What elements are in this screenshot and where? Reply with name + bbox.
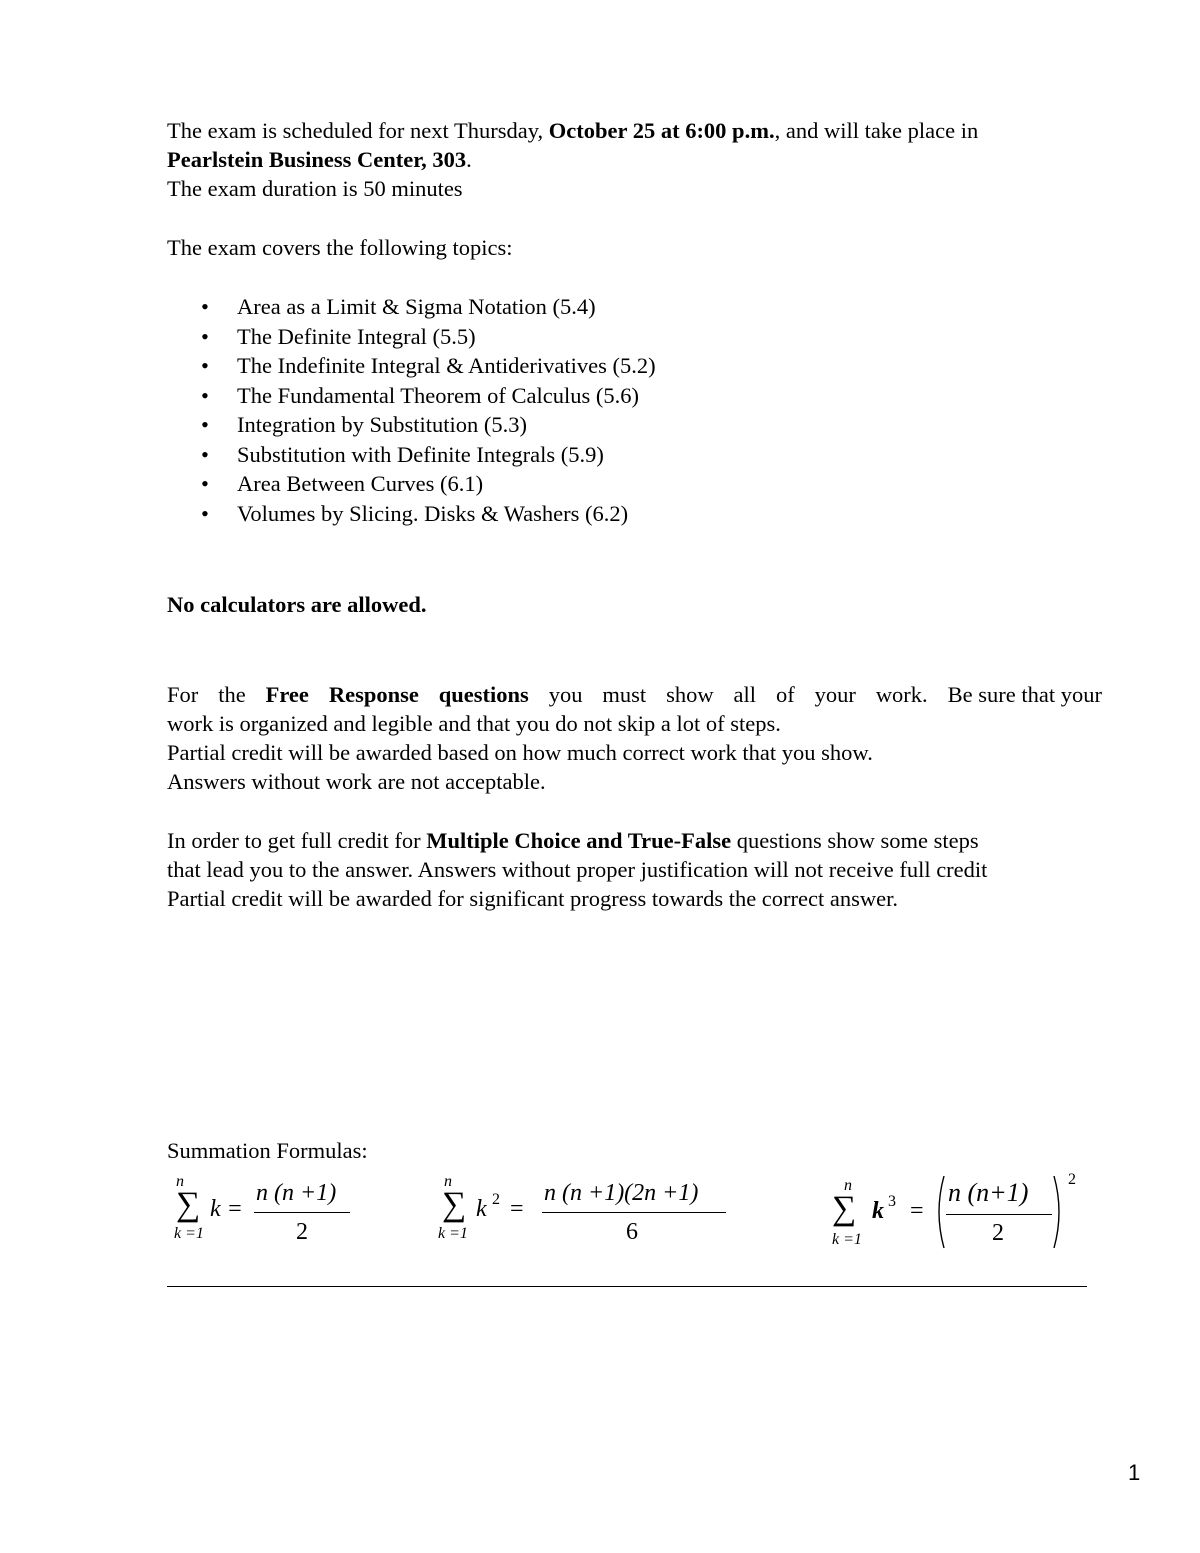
exam-duration: The exam duration is 50 minutes <box>167 176 463 201</box>
sigma-upper-limit: n <box>844 1177 852 1194</box>
equals-sign: = <box>910 1198 924 1224</box>
word: must <box>602 682 647 707</box>
fraction-numerator: n (n +1)(2n +1) <box>544 1180 699 1206</box>
formula-term: k <box>872 1198 884 1224</box>
sigma-symbol: ∑ <box>442 1186 467 1223</box>
exam-schedule-paragraph <box>167 116 1102 203</box>
list-item: • Area Between Curves (6.1) <box>167 469 656 499</box>
list-item: • Area as a Limit & Sigma Notation (5.4) <box>167 292 656 322</box>
exponent: 2 <box>492 1191 500 1208</box>
topics-list <box>167 292 656 528</box>
exponent: 3 <box>888 1193 896 1210</box>
fraction-denominator: 6 <box>626 1219 638 1245</box>
free-response-line-4: Answers without work are not acceptable. <box>167 769 546 794</box>
free-response-paragraph <box>167 680 1102 796</box>
page-number: 1 <box>1128 1460 1141 1485</box>
mc-bold: Multiple Choice and True-False <box>426 828 732 853</box>
sigma-upper-limit: n <box>444 1173 452 1190</box>
fraction-numerator: n (n+1) <box>948 1178 1029 1207</box>
free-response-line-1 <box>167 680 1102 709</box>
word: work. <box>875 682 928 707</box>
schedule-text-suffix: , and will take place in <box>774 118 979 143</box>
list-item: • The Fundamental Theorem of Calculus (5.6) <box>167 381 656 411</box>
summation-formula-k <box>170 1172 370 1252</box>
multiple-choice-line-1 <box>167 826 1102 855</box>
location-period: . <box>466 147 472 172</box>
equals-sign: = <box>510 1196 524 1222</box>
horizontal-divider <box>167 1286 1087 1287</box>
summation-heading: Summation Formulas: <box>167 1138 368 1163</box>
fraction-denominator: 2 <box>296 1219 308 1245</box>
topics-heading: The exam covers the following topics: <box>167 235 513 260</box>
word: of <box>775 682 795 707</box>
multiple-choice-paragraph <box>167 826 1102 913</box>
list-item: • Volumes by Slicing. Disks & Washers (6.2) <box>167 499 656 529</box>
sigma-symbol: ∑ <box>176 1186 201 1223</box>
free-response-line-3: Partial credit will be awarded based on how much correct work that you show. <box>167 740 873 765</box>
summation-formula-k-squared <box>436 1172 736 1252</box>
list-item: • The Indefinite Integral & Antiderivatives (5.2) <box>167 351 656 381</box>
word: all <box>733 682 757 707</box>
fraction-numerator: n (n +1) <box>256 1180 337 1206</box>
schedule-text: The exam is scheduled for next Thursday, <box>167 118 549 143</box>
word: show <box>666 682 714 707</box>
list-item: • Integration by Substitution (5.3) <box>167 410 656 440</box>
word: the <box>218 682 246 707</box>
exam-datetime: October 25 at 6:00 p.m. <box>548 118 775 143</box>
list-item: • Substitution with Definite Integrals (5.9) <box>167 440 656 470</box>
left-paren-icon <box>932 1174 946 1250</box>
formula-term: k = <box>210 1196 243 1222</box>
right-paren-icon <box>1052 1174 1066 1250</box>
exam-location: Pearlstein Business Center, 303 <box>167 147 467 172</box>
word: your <box>814 682 856 707</box>
line-tail: Be sure that your <box>947 682 1102 707</box>
summation-formula-k-cubed <box>830 1172 1090 1256</box>
multiple-choice-line-2: that lead you to the answer. Answers without proper justification will not receive full credit <box>167 857 988 882</box>
formula-term: k <box>476 1196 487 1222</box>
fraction-bar <box>946 1214 1052 1215</box>
fraction-denominator: 2 <box>992 1220 1004 1246</box>
bold-word: questions <box>438 682 529 707</box>
word: For <box>167 682 199 707</box>
sigma-symbol: ∑ <box>832 1190 857 1227</box>
sigma-lower-limit: k =1 <box>438 1225 468 1242</box>
fraction-bar <box>254 1212 350 1213</box>
free-response-line-2: work is organized and legible and that you do not skip a lot of steps. <box>167 711 781 736</box>
bold-word: Response <box>328 682 419 707</box>
mc-suffix: questions show some steps <box>731 828 979 853</box>
outer-exponent: 2 <box>1068 1171 1076 1188</box>
sigma-lower-limit: k =1 <box>174 1225 204 1242</box>
multiple-choice-line-3: Partial credit will be awarded for significant progress towards the correct answer. <box>167 886 898 911</box>
bold-word: Free <box>265 682 309 707</box>
sigma-upper-limit: n <box>176 1173 184 1190</box>
word: you <box>548 682 583 707</box>
fraction-bar <box>542 1212 726 1213</box>
list-item: • The Definite Integral (5.5) <box>167 322 656 352</box>
mc-prefix: In order to get full credit for <box>167 828 427 853</box>
no-calculators-notice: No calculators are allowed. <box>167 592 427 617</box>
sigma-lower-limit: k =1 <box>832 1231 862 1248</box>
